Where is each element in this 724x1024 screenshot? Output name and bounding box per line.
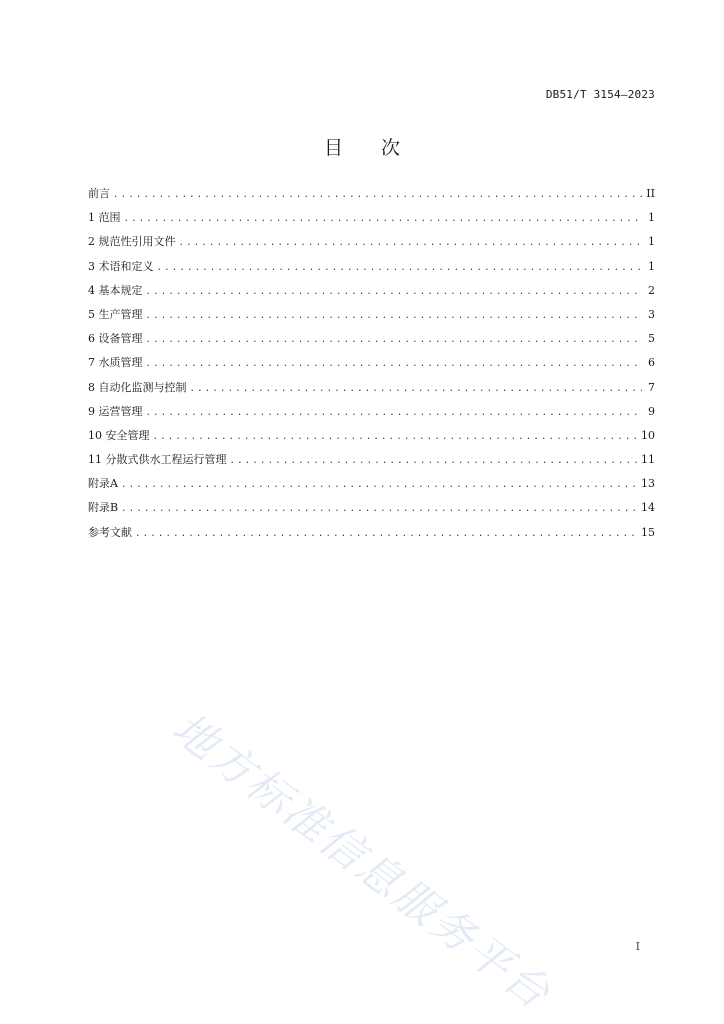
toc-title <box>0 133 724 160</box>
toc-entry-page: 13 <box>641 477 655 491</box>
toc-entry[interactable] <box>88 355 655 379</box>
toc-title-char: 目 <box>323 136 343 159</box>
toc-entry-label: 11 分散式供水工程运行管理 <box>88 453 227 467</box>
toc-entry[interactable] <box>88 525 655 549</box>
toc-entry-label: 4 基本规定 <box>88 283 143 297</box>
dot-leader <box>146 308 643 324</box>
toc-entry-page: 2 <box>648 283 655 297</box>
toc-entry-label: 附录B <box>88 501 119 515</box>
toc-entry[interactable] <box>88 452 655 476</box>
toc-entry-label: 附录A <box>88 477 118 491</box>
toc-entry-label: 5 生产管理 <box>88 307 143 321</box>
dot-leader <box>190 381 643 397</box>
toc-entry-label: 3 术语和定义 <box>88 259 154 273</box>
toc-entry-page: 7 <box>648 380 655 394</box>
toc-entry-label: 6 设备管理 <box>88 332 143 346</box>
toc-entry-label: 10 安全管理 <box>88 428 150 442</box>
dot-leader <box>121 501 638 517</box>
toc-entry[interactable] <box>88 404 655 428</box>
toc-title-char: 次 <box>381 136 401 159</box>
page-number: I <box>635 940 640 953</box>
document-code: DB51/T 3154—2023 <box>545 88 655 101</box>
dot-leader <box>179 235 643 251</box>
toc-entry-page: 1 <box>648 211 655 225</box>
toc-entry-page: II <box>646 187 655 200</box>
toc-entry[interactable] <box>88 380 655 404</box>
dot-leader <box>124 211 643 227</box>
toc-entry-label: 前言 <box>88 187 110 200</box>
toc-entry-label: 8 自动化监测与控制 <box>88 380 187 394</box>
dot-leader <box>153 429 639 445</box>
toc-entry-label: 2 规范性引用文件 <box>88 235 176 249</box>
watermark: 地方标准信息服务平台 <box>162 703 561 1021</box>
toc-entry[interactable] <box>88 331 655 355</box>
toc-entry[interactable] <box>88 186 655 210</box>
toc-entry[interactable] <box>88 234 655 258</box>
dot-leader <box>146 284 643 300</box>
toc-entry-page: 1 <box>648 259 655 273</box>
toc-entry[interactable] <box>88 283 655 307</box>
toc-entry[interactable] <box>88 476 655 500</box>
toc-entry-label: 7 水质管理 <box>88 356 143 370</box>
toc-entry-page: 3 <box>648 307 655 321</box>
table-of-contents <box>88 186 655 549</box>
toc-entry[interactable] <box>88 307 655 331</box>
dot-leader <box>121 477 638 493</box>
toc-entry-label: 1 范围 <box>88 211 121 225</box>
dot-leader <box>230 453 639 469</box>
dot-leader <box>146 332 643 348</box>
toc-entry-page: 6 <box>648 356 655 370</box>
dot-leader <box>135 526 638 542</box>
toc-entry[interactable] <box>88 259 655 283</box>
dot-leader <box>113 187 642 203</box>
dot-leader <box>146 405 643 421</box>
toc-entry-page: 15 <box>641 525 655 539</box>
toc-entry[interactable] <box>88 210 655 234</box>
toc-entry-page: 5 <box>648 332 655 346</box>
toc-entry-label: 9 运营管理 <box>88 404 143 418</box>
toc-entry-page: 14 <box>641 501 655 515</box>
toc-entry-page: 1 <box>648 235 655 249</box>
toc-entry-label: 参考文献 <box>88 525 132 539</box>
dot-leader <box>146 356 643 372</box>
toc-entry-page: 11 <box>641 453 655 467</box>
toc-entry[interactable] <box>88 428 655 452</box>
toc-entry-page: 9 <box>648 404 655 418</box>
toc-entry[interactable] <box>88 500 655 524</box>
dot-leader <box>157 260 643 276</box>
toc-entry-page: 10 <box>641 428 655 442</box>
